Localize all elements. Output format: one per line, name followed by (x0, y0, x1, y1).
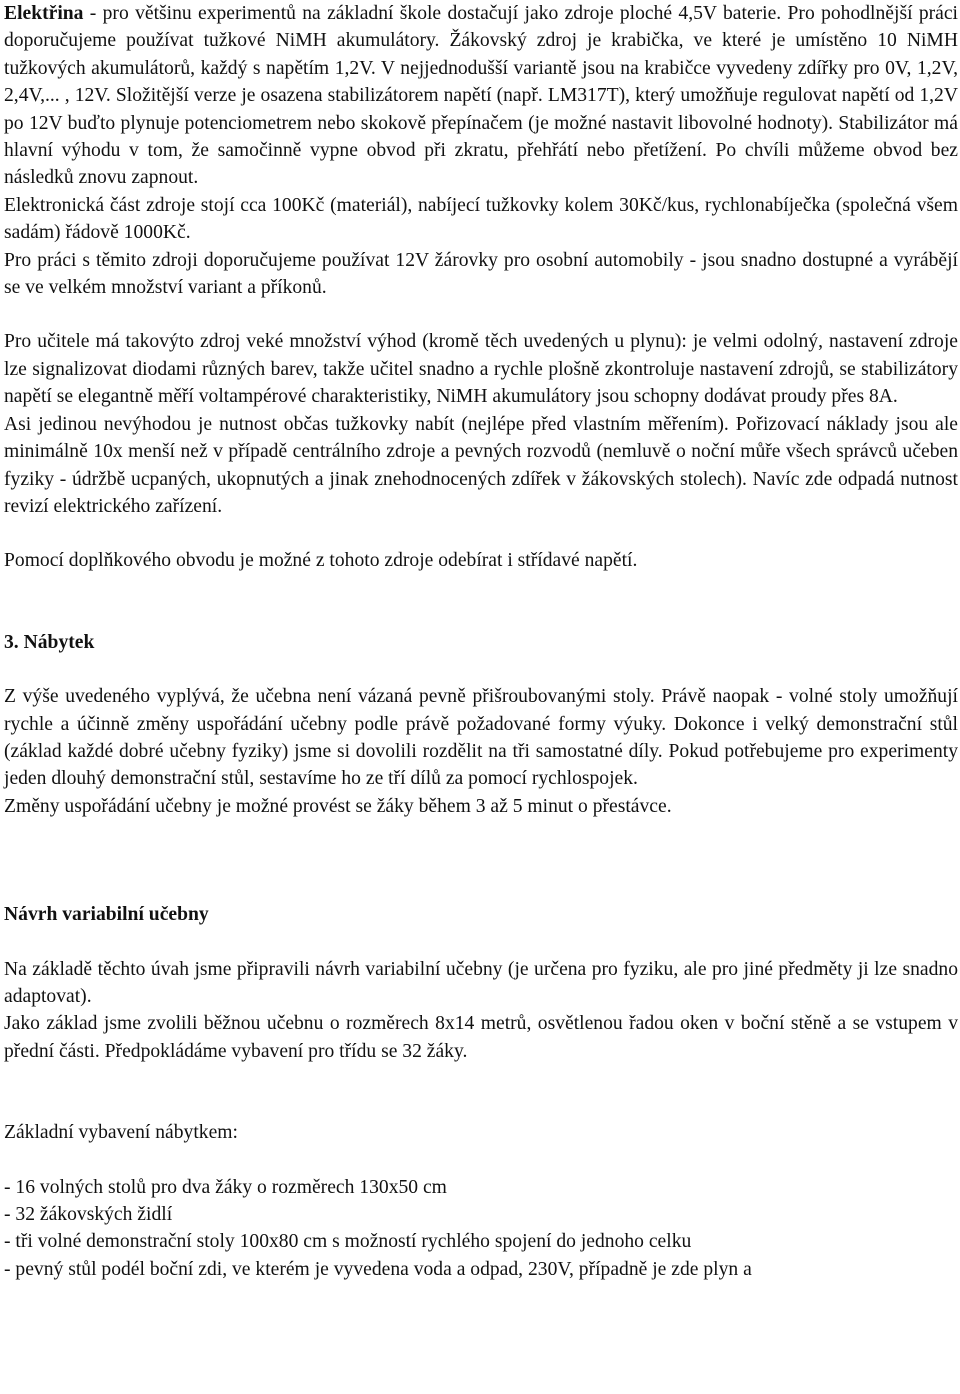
spacer (4, 575, 958, 629)
spacer (4, 520, 958, 547)
paragraph-teacher-advantages: Pro učitele má takovýto zdroj veké množství výhod (kromě těch uvedených u plynu): je velmi odolný, nastavení zdroje lze signalizovat diodami různých barev, takže učitel snadno a rychle plošně zkontroluje nastavení zdrojů, se stabilizátory napětí se elegantně měří voltampérové charakteristiky, NiMH akumulátory jsou schopny dodávat proudy přes 8A. (4, 331, 958, 408)
list-item: - 16 volných stolů pro dva žáky o rozměrech 130x50 cm (4, 1176, 447, 1198)
list-item: - 32 žákovských židlí (4, 1204, 173, 1225)
paragraph-disadvantage: Asi jedinou nevýhodou je nutnost občas tužkovky nabít (nejlépe před vlastním měřením). Pořizovací náklady jsou ale minimálně 10x menší než v případě centrálního zdroje a pevných rozvodů (nemluvě o noční můře všech správců učeben fyziky - údržbě ucpaných, ukopnutých a jinak znehodnocených zdířek v žákovských stolech). Navíc zde odpadá nutnost revizí elektrického zařízení. (4, 413, 958, 517)
paragraph-ac-voltage: Pomocí doplňkového obvodu je možné z tohoto zdroje odebírat i střídavé napětí. (4, 550, 638, 572)
furniture-list-title: Základní vybavení nábytkem: (4, 1122, 238, 1144)
paragraph-classroom-basis: Jako základ jsme zvolili běžnou učebnu o rozměrech 8x14 metrů, osvětlenou řadou oken v boční stěně a se vstupem v přední části. Předpokládáme vybavení pro třídu se 32 žáky. (4, 1013, 958, 1062)
paragraph-furniture: Z výše uvedeného vyplývá, že učebna není vázaná pevně přišroubovanými stoly. Právě naopak - volné stoly umožňují rychle a účinně změny uspořádání učebny podle právě požadované formy výuky. Dokonce i velký demonstrační stůl (základ každé dobré učebny fyziky) jsme si dovolili rozdělit na tři samostatné díly. Pokud potřebujeme pro experimenty jeden dlouhý demonstrační stůl, sestavíme ho ze tří dílů za pomocí rychlospojek. (4, 686, 958, 790)
paragraph-text: - pro většinu experimentů na základní škole dostačují jako zdroje ploché 4,5V baterie. Pro pohodlnější práci doporučujeme používat tužkové NiMH akumulátory. Žákovský zdroj je krabička, ve které je umístěno 10 NiMH tužkových akumulátorů, každý s napětím 1,2V. V nejjednodušší variantě jsou na krabičce vyvedeny zdířky pro 0V, 1,2V, 2,4V,... , 12V. Složitější verze je osazena stabilizátorem napětí (např. LM317T), který umožňuje regulovat napětí od 1,2V po 12V buďto plynuje potenciometrem nebo skokově přepínačem (je možné nastavit libovolné hodnoty). Stabilizátor má hlavní výhodu v tom, že samočinně vypne obvod při zkratu, přehřátí nebo přetížení. Po chvíli můžeme obvod bez následků znovu zapnout. (4, 3, 958, 189)
section-heading-design: Návrh variabilní učebny (4, 904, 209, 926)
paragraph-design-intro: Na základě těchto úvah jsme připravili návrh variabilní učebny (je určena pro fyziku, ale pro jiné předměty ji lze snadno adaptovat). (4, 958, 958, 1007)
paragraph-bulbs: Pro práci s těmito zdroji doporučujeme používat 12V žárovky pro osobní automobily - jsou snadno dostupné a vyrábějí se ve velkém množství variant a příkonů. (4, 249, 958, 299)
spacer (4, 929, 958, 956)
paragraph-power-intro (4, 0, 958, 192)
paragraph-rearrangement: Změny uspořádání učebny je možné provést se žáky během 3 až 5 minut o přestávce. (4, 795, 672, 817)
list-item: - pevný stůl podél boční zdi, ve kterém je vyvedena voda a odpad, 230V, případně je zde plyn a (4, 1258, 752, 1280)
spacer (4, 820, 958, 901)
section-heading-furniture: 3. Nábytek (4, 631, 95, 653)
paragraph-cost: Elektronická část zdroje stojí cca 100Kč (materiál), nabíjecí tužkovky kolem 30Kč/kus, rychlonabíječka (společná všem sadám) řádově 1000Kč. (4, 194, 958, 244)
lead-term: Elektřina (4, 3, 84, 24)
spacer (4, 1147, 958, 1174)
spacer (4, 656, 958, 683)
list-item: - tři volné demonstrační stoly 100x80 cm s možností rychlého spojení do jednoho celku (4, 1231, 692, 1253)
spacer (4, 1065, 958, 1119)
document-page (4, 0, 958, 1283)
spacer (4, 301, 958, 328)
